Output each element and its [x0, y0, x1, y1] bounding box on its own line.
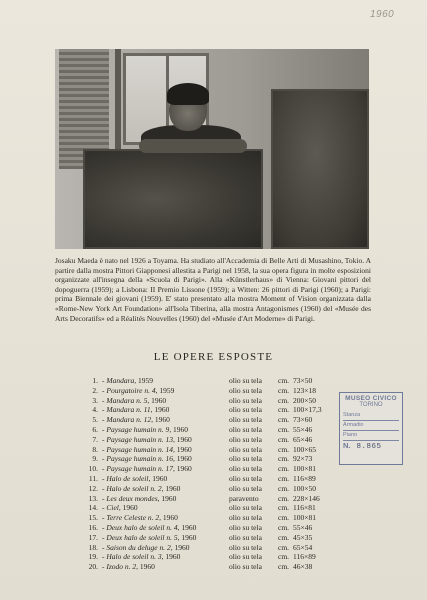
work-dimensions: 65×46 [293, 434, 313, 444]
work-comma: , [173, 444, 177, 454]
work-title-line [102, 405, 169, 415]
work-title-line [102, 376, 153, 386]
work-year: 1960 [173, 424, 189, 434]
work-cm-label: cm. [278, 376, 290, 385]
work-title: Mandara [106, 376, 135, 385]
work-number: 12. [88, 483, 98, 493]
work-cm-label: cm. [278, 532, 290, 542]
work-row [86, 543, 336, 553]
work-dash: - [102, 503, 107, 513]
work-year: 1960 [151, 395, 167, 405]
work-cm-label: cm. [278, 483, 290, 493]
work-title: Paysage humain n. 13 [106, 434, 174, 444]
work-dimensions: 100×81 [293, 513, 316, 523]
work-technique: olio su tela [229, 385, 262, 395]
work-year: 1960 [181, 522, 197, 532]
work-technique: olio su tela [229, 444, 262, 454]
stamp-line-stanza: Stanza [343, 411, 399, 421]
work-dimensions: 46×38 [293, 562, 313, 572]
work-cm-label: cm. [278, 464, 290, 474]
work-row [86, 503, 336, 513]
work-technique: olio su tela [229, 424, 262, 434]
work-comma: , [170, 542, 175, 552]
work-number: 1. [92, 376, 98, 385]
work-technique: olio su tela [229, 542, 262, 552]
work-title: Halo de soleil [106, 473, 149, 483]
work-title-line [102, 552, 180, 562]
work-number: 2. [92, 385, 98, 395]
work-year: 1960 [154, 415, 170, 425]
work-row [86, 386, 336, 396]
work-technique: olio su tela [229, 513, 262, 523]
work-row [86, 445, 336, 455]
work-title: Mandara n. 5 [106, 395, 148, 405]
work-title: Pourgatoire n. 4 [106, 385, 156, 395]
work-title: Mandara n. 12 [106, 415, 152, 425]
work-title-line [102, 543, 190, 553]
work-title: Paysage humain n. 14 [106, 444, 174, 454]
work-cm-label: cm. [278, 444, 290, 454]
work-row [86, 533, 336, 543]
work-cm-label: cm. [278, 473, 290, 483]
work-cm-label: cm. [278, 493, 290, 503]
work-dash: - [102, 376, 107, 385]
work-cm-label: cm. [278, 454, 290, 464]
work-technique: olio su tela [229, 532, 262, 542]
work-year: 1960 [176, 464, 192, 474]
work-technique: olio su tela [229, 473, 262, 483]
work-title-line [102, 494, 176, 504]
work-comma: , [134, 376, 139, 385]
photo-artist-arms [139, 139, 247, 153]
stamp-line-piano: Piano [343, 431, 399, 441]
work-dash: - [102, 444, 107, 454]
work-dash: - [102, 552, 107, 562]
stamp-line-armadio: Armadio [343, 421, 399, 431]
work-title-line [102, 396, 166, 406]
work-year: 1959 [138, 376, 154, 385]
work-title: Saison du deluge n. 2 [106, 542, 171, 552]
photo-artist-hair [167, 83, 209, 105]
work-dash: - [102, 513, 107, 523]
work-title-line [102, 503, 138, 513]
work-title-line [102, 454, 192, 464]
artist-photograph [55, 49, 369, 249]
work-title-line [102, 474, 167, 484]
stamp-number-label: N. [343, 441, 351, 450]
work-dimensions: 73×60 [293, 415, 313, 425]
work-title: Terre Celeste n. 2 [106, 513, 160, 523]
work-row [86, 494, 336, 504]
work-row [86, 552, 336, 562]
work-title: Les deux mondes [106, 493, 158, 503]
work-cm-label: cm. [278, 395, 290, 405]
work-dimensions: 100×65 [293, 444, 316, 454]
work-comma: , [155, 385, 160, 395]
work-title: Mandara n. 11 [106, 405, 151, 415]
work-dimensions: 123×18 [293, 385, 316, 395]
work-row [86, 435, 336, 445]
work-cm-label: cm. [278, 513, 290, 523]
work-year: 1960 [162, 513, 178, 523]
work-dash: - [102, 405, 107, 415]
work-title: Halo de soleil n. 3 [106, 552, 162, 562]
work-dimensions: 73×50 [293, 376, 313, 385]
work-cm-label: cm. [278, 405, 290, 415]
work-number: 15. [88, 513, 98, 523]
stamp-city: TORINO [359, 402, 383, 408]
work-number: 5. [92, 415, 98, 425]
work-number: 7. [92, 434, 98, 444]
work-title: Paysage humain n. 9 [106, 424, 170, 434]
work-year: 1960 [165, 483, 181, 493]
work-dash: - [102, 532, 107, 542]
work-cm-label: cm. [278, 542, 290, 552]
work-dimensions: 116×89 [293, 552, 316, 562]
work-title-line [102, 513, 178, 523]
work-dash: - [102, 562, 107, 572]
work-year: 1959 [159, 385, 175, 395]
work-cm-label: cm. [278, 385, 290, 395]
work-dash: - [102, 464, 107, 474]
work-title-line [102, 386, 174, 396]
artist-biography: Josaku Maeda è nato nel 1926 a Toyama. Ha studiato all'Accademia di Belle Arti di Musashino, Tokio. A partire dalla mostra Pittori Giapponesi allestita a Parigi nel 1958, la sua opera figura in molte esposizioni organizzate all'insegna della «Scuola di Parigi». Alla «Künstlerhaus» di Vienna: Giovani pittori del dopoguerra (1959); a Lisbona: II Premio Lissone (1959); a Witten: 26 pittori di Parigi (1960); a Parigi: prima Biennale dei giovani (1959). E' stato presentato alla mostra Moment of Vision organizzata dalla «Rome-New York Art Foundation» all'Isola Tiberina, alla mostra Antagonismes (1960) del «Musée des Arts Decoratifs» ed a Réalités Nouvelles (1960) del «Musée d'Art Moderne» di Parigi. [55, 256, 371, 323]
photo-painting-right [271, 89, 369, 249]
work-dash: - [102, 395, 107, 405]
work-dash: - [102, 542, 107, 552]
work-comma: , [177, 532, 182, 542]
work-number: 6. [92, 424, 98, 434]
work-dimensions: 100×81 [293, 464, 316, 474]
work-dimensions: 200×50 [293, 395, 316, 405]
work-dash: - [102, 385, 107, 395]
work-year: 1960 [139, 562, 155, 572]
work-dimensions: 116×81 [293, 503, 316, 513]
work-title-line [102, 425, 188, 435]
work-dimensions: 55×46 [293, 522, 313, 532]
work-dash: - [102, 522, 107, 532]
work-title-line [102, 445, 192, 455]
work-year: 1960 [154, 405, 170, 415]
work-number: 3. [92, 395, 98, 405]
work-year: 1960 [174, 542, 190, 552]
work-dimensions: 92×73 [293, 454, 313, 464]
work-year: 1960 [176, 434, 192, 444]
work-year: 1960 [122, 503, 138, 513]
work-dimensions: 116×89 [293, 473, 316, 483]
works-heading: LE OPERE ESPOSTE [153, 351, 274, 363]
stamp-number-line [343, 441, 399, 452]
work-comma: , [147, 395, 152, 405]
work-number: 4. [92, 405, 98, 415]
work-title-line [102, 523, 196, 533]
work-technique: olio su tela [229, 405, 262, 415]
pencil-annotation: 1960 [370, 9, 395, 20]
work-comma: , [148, 473, 153, 483]
work-year: 1960 [152, 473, 168, 483]
work-number: 19. [88, 552, 98, 562]
work-row [86, 523, 336, 533]
stamp-number: 8.865 [356, 443, 382, 451]
work-title: Paysage humain n. 16 [106, 454, 174, 464]
work-cm-label: cm. [278, 552, 290, 562]
work-row [86, 464, 336, 474]
work-row [86, 474, 336, 484]
work-number: 17. [88, 532, 98, 542]
work-title-line [102, 415, 170, 425]
work-year: 1960 [161, 493, 177, 503]
work-number: 14. [88, 503, 98, 513]
work-year: 1960 [165, 552, 181, 562]
work-dimensions: 228×146 [293, 493, 320, 503]
work-comma: , [161, 483, 166, 493]
work-number: 13. [88, 493, 98, 503]
work-technique: olio su tela [229, 522, 262, 532]
work-comma: , [157, 493, 162, 503]
work-cm-label: cm. [278, 562, 290, 572]
work-technique: olio su tela [229, 454, 262, 464]
work-cm-label: cm. [278, 424, 290, 434]
work-title: Deux halo de soleil n. 4 [106, 522, 178, 532]
work-dash: - [102, 493, 107, 503]
work-number: 8. [92, 444, 98, 454]
work-dash: - [102, 434, 107, 444]
work-row [86, 562, 336, 572]
work-comma: , [136, 562, 140, 572]
work-title-line [102, 464, 192, 474]
work-number: 9. [92, 454, 98, 464]
work-technique: olio su tela [229, 395, 262, 405]
work-title: Deux halo de soleil n. 5 [106, 532, 178, 542]
work-row [86, 376, 336, 386]
work-cm-label: cm. [278, 434, 290, 444]
work-comma: , [173, 454, 177, 464]
work-title: Izodo n. 2 [106, 562, 137, 572]
museum-stamp [339, 392, 403, 465]
work-number: 16. [88, 522, 98, 532]
work-comma: , [169, 424, 174, 434]
work-row [86, 415, 336, 425]
work-dash: - [102, 415, 107, 425]
work-comma: , [159, 513, 163, 523]
work-year: 1960 [176, 454, 192, 464]
work-row [86, 396, 336, 406]
work-comma: , [173, 434, 177, 444]
work-comma: , [150, 405, 155, 415]
work-row [86, 513, 336, 523]
work-technique: olio su tela [229, 552, 262, 562]
work-comma: , [161, 552, 166, 562]
work-cm-label: cm. [278, 415, 290, 425]
work-title-line [102, 435, 192, 445]
work-row [86, 425, 336, 435]
work-dash: - [102, 473, 107, 483]
work-title-line [102, 533, 196, 543]
work-technique: olio su tela [229, 483, 262, 493]
work-comma: , [173, 464, 177, 474]
stamp-title: MUSEO CIVICO [345, 395, 397, 402]
work-dimensions: 55×46 [293, 424, 313, 434]
work-technique: olio su tela [229, 503, 262, 513]
work-year: 1960 [181, 532, 197, 542]
work-technique: olio su tela [229, 434, 262, 444]
work-title-line [102, 484, 180, 494]
work-row [86, 484, 336, 494]
work-number: 11. [88, 473, 98, 483]
work-technique: paravento [229, 493, 259, 503]
work-comma: , [177, 522, 182, 532]
work-dimensions: 45×35 [293, 532, 313, 542]
work-dimensions: 100×17,3 [293, 405, 322, 415]
photo-painting-left [83, 149, 263, 249]
work-dash: - [102, 424, 107, 434]
work-technique: olio su tela [229, 376, 262, 385]
work-title: Paysage humain n. 17 [106, 464, 174, 474]
work-comma: , [151, 415, 155, 425]
work-title: Ciel [106, 503, 119, 513]
work-number: 18. [88, 542, 98, 552]
work-year: 1960 [176, 444, 192, 454]
work-row [86, 454, 336, 464]
work-dash: - [102, 454, 107, 464]
work-dimensions: 100×50 [293, 483, 316, 493]
work-dash: - [102, 483, 107, 493]
work-row [86, 405, 336, 415]
work-title: Halo de soleil n. 2 [106, 483, 162, 493]
work-technique: olio su tela [229, 562, 262, 572]
work-number: 10. [88, 464, 98, 474]
work-cm-label: cm. [278, 503, 290, 513]
work-comma: , [118, 503, 123, 513]
work-cm-label: cm. [278, 522, 290, 532]
work-title-line [102, 562, 155, 572]
work-number: 20. [88, 562, 98, 572]
work-technique: olio su tela [229, 464, 262, 474]
work-dimensions: 65×54 [293, 542, 313, 552]
work-technique: olio su tela [229, 415, 262, 425]
works-list [86, 376, 336, 572]
